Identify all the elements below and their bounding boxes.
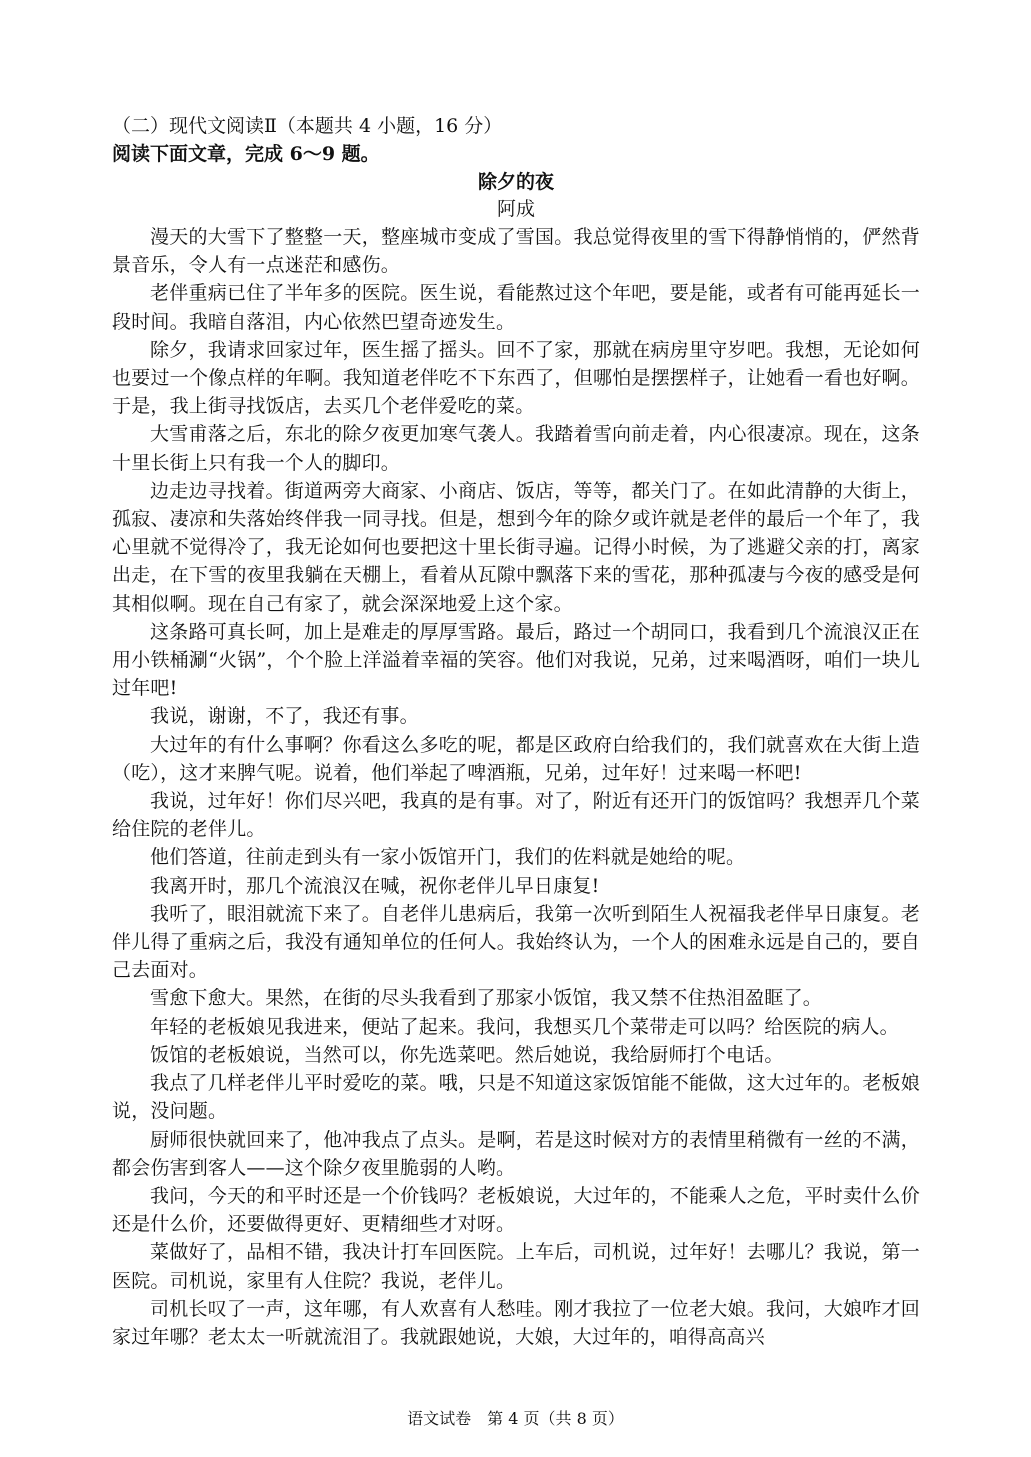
article-paragraph: 老伴重病已住了半年多的医院。医生说，看能熬过这个年吧，要是能，或者有可能再延长一段时间。我暗自落泪，内心依然巴望奇迹发生。 (112, 282, 920, 333)
article-paragraph: 漫天的大雪下了整整一天，整座城市变成了雪国。我总觉得夜里的雪下得静悄悄的，俨然背景音乐，令人有一点迷茫和感伤。 (112, 226, 920, 277)
article-paragraph: 雪愈下愈大。果然，在街的尽头我看到了那家小饭馆，我又禁不住热泪盈眶了。 (150, 987, 823, 1010)
article-paragraph: 我听了，眼泪就流下来了。自老伴儿患病后，我第一次听到陌生人祝福我老伴早日康复。老伴儿得了重病之后，我没有通知单位的任何人。我始终认为，一个人的困难永远是自己的，要自己去面对。 (112, 902, 920, 982)
article-paragraph: 这条路可真长呵，加上是难走的厚厚雪路。最后，路过一个胡同口，我看到几个流浪汉正在用小铁桶涮“火锅”，个个脸上洋溢着幸福的笑容。他们对我说，兄弟，过来喝酒呀，咱们一块儿过年吧! (112, 620, 920, 700)
page-footer: 语文试卷 第 4 页（共 8 页） (407, 1409, 624, 1428)
article-paragraph: 我离开时，那几个流浪汉在喊，祝你老伴儿早日康复! (150, 874, 600, 897)
article-paragraph: 菜做好了，品相不错，我决计打车回医院。上车后，司机说，过年好！去哪儿？我说，第一医院。司机说，家里有人住院？我说，老伴儿。 (112, 1241, 920, 1292)
article-paragraph: 除夕，我请求回家过年，医生摇了摇头。回不了家，那就在病房里守岁吧。我想，无论如何也要过一个像点样的年啊。我知道老伴吃不下东西了，但哪怕是摆摆样子，让她看一看也好啊。于是，我上街寻找饭店，去买几个老伴爱吃的菜。 (112, 338, 920, 418)
article-paragraph: 他们答道，往前走到头有一家小饭馆开门，我们的佐料就是她给的呢。 (150, 846, 746, 869)
section-title: （二）现代文阅读Ⅱ（本题共 4 小题，16 分） (112, 115, 503, 137)
article-paragraph: 我点了几样老伴儿平时爱吃的菜。哦，只是不知道这家饭馆能不能做，这大过年的。老板娘说，没问题。 (112, 1072, 920, 1123)
reading-instruction: 阅读下面文章，完成 6～9 题。 (112, 143, 380, 165)
article-paragraph: 大过年的有什么事啊？你看这么多吃的呢，都是区政府白给我们的，我们就喜欢在大街上造（吃），这才来脾气呢。说着，他们举起了啤酒瓶，兄弟，过年好！过来喝一杯吧! (112, 733, 920, 784)
article-author: 阿成 (496, 198, 535, 220)
article-paragraph: 厨师很快就回来了，他冲我点了点头。是啊，若是这时候对方的表情里稍微有一丝的不满，都会伤害到客人——这个除夕夜里脆弱的人哟。 (112, 1128, 920, 1179)
article-paragraph: 我说，过年好！你们尽兴吧，我真的是有事。对了，附近有还开门的饭馆吗？我想弄几个菜给住院的老伴儿。 (112, 790, 920, 841)
exam-page (112, 112, 920, 1351)
article-paragraph: 边走边寻找着。街道两旁大商家、小商店、饭店，等等，都关门了。在如此清静的大街上，孤寂、凄凉和失落始终伴我一同寻找。但是，想到今年的除夕或许就是老伴的最后一个年了，我心里就不觉得冷了，我无论如何也要把这十里长街寻遍。记得小时候，为了逃避父亲的打，离家出走，在下雪的夜里我躺在天棚上，看着从瓦隙中飘落下来的雪花，那种孤凄与今夜的感受是何其相似啊。现在自己有家了，就会深深地爱上这个家。 (112, 479, 920, 615)
article-paragraph: 大雪甫落之后，东北的除夕夜更加寒气袭人。我踏着雪向前走着，内心很凄凉。现在，这条十里长街上只有我一个人的脚印。 (112, 423, 920, 474)
article-body (112, 223, 920, 1351)
article-paragraph: 司机长叹了一声，这年哪，有人欢喜有人愁哇。刚才我拉了一位老大娘。我问，大娘咋才回家过年哪？老太太一听就流泪了。我就跟她说，大娘，大过年的，咱得高高兴 (112, 1297, 920, 1348)
article-title: 除夕的夜 (477, 171, 554, 193)
article-paragraph: 年轻的老板娘见我进来，便站了起来。我问，我想买几个菜带走可以吗？给医院的病人。 (150, 1015, 899, 1038)
article-paragraph: 我问，今天的和平时还是一个价钱吗？老板娘说，大过年的，不能乘人之危，平时卖什么价还是什么价，还要做得更好、更精细些才对呀。 (112, 1184, 920, 1236)
article-paragraph: 饭馆的老板娘说，当然可以，你先选菜吧。然后她说，我给厨师打个电话。 (150, 1043, 784, 1066)
article-paragraph: 我说，谢谢，不了，我还有事。 (150, 705, 419, 728)
